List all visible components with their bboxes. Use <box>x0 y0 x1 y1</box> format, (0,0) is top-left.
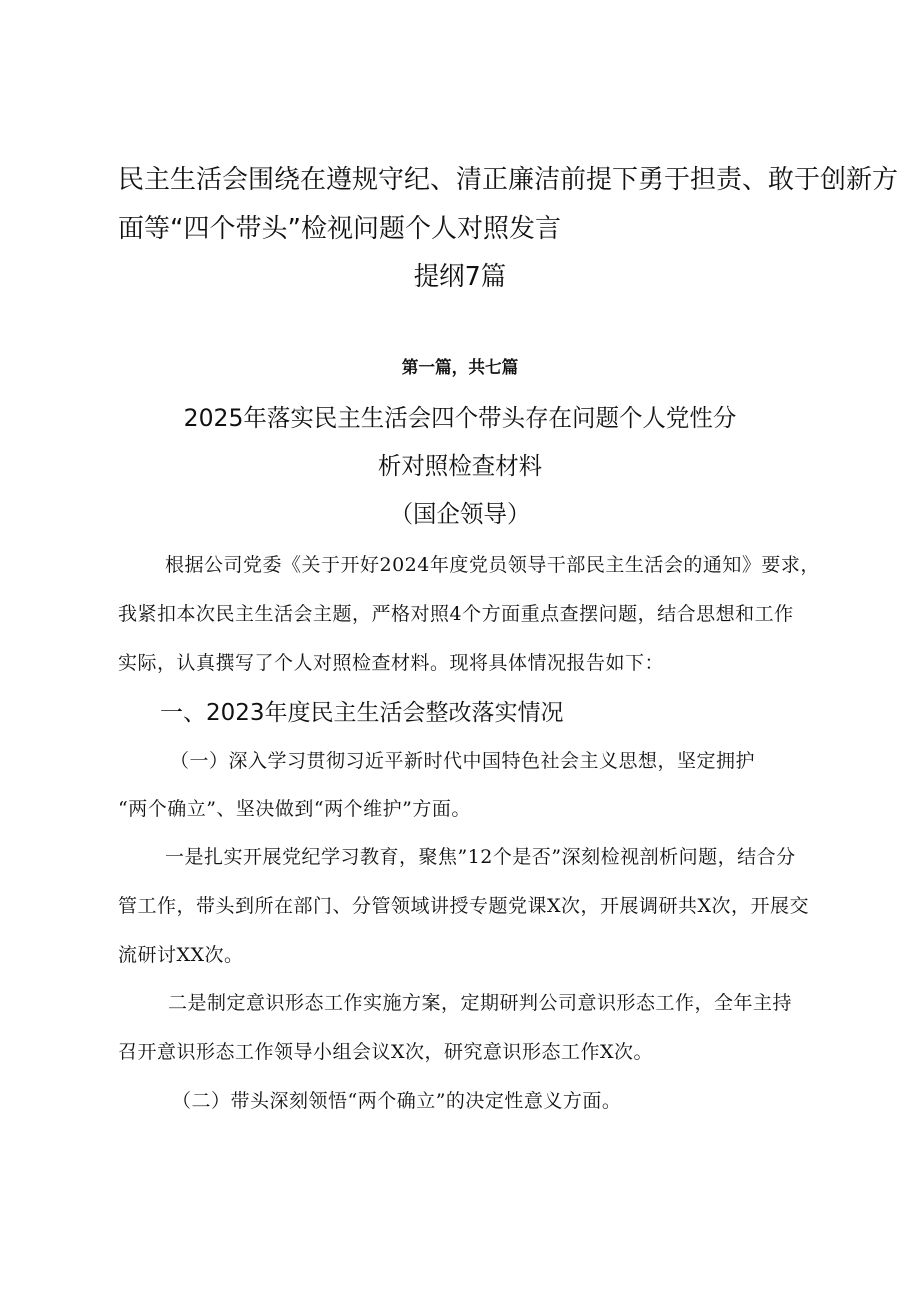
part-heading-line-2: 析对照检查材料 <box>377 452 543 480</box>
paragraph-1-line-2: 管工作，带头到所在部门、分管领域讲授专题党课X次，开展调研共X次，开展交 <box>118 895 810 917</box>
part-heading-line-3: （国企领导） <box>389 500 531 528</box>
doc-title-line-1: 民主生活会围绕在遵规守纪、清正廉洁前提下勇于担责、敢于创新方 <box>118 165 899 195</box>
intro-line-2: 我紧扣本次民主生活会主题，严格对照4个方面重点查摆问题，结合思想和工作 <box>118 603 794 625</box>
part-label: 第一篇，共七篇 <box>401 358 519 378</box>
paragraph-1-line-3: 流研讨XX次。 <box>118 944 244 966</box>
part-heading-line-1: 2025年落实民主生活会四个带头存在问题个人党性分 <box>183 404 737 432</box>
paragraph-1-line-1: 一是扎实开展党纪学习教育，聚焦”12个是否”深刻检视剖析问题，结合分 <box>165 846 796 868</box>
doc-title-line-2: 面等“四个带头”检视问题个人对照发言 <box>118 214 561 244</box>
intro-line-1: 根据公司党委《关于开好2024年度党员领导干部民主生活会的通知》要求， <box>165 554 820 576</box>
subsection-1-line-2: “两个确立”、坚决做到“两个维护”方面。 <box>118 798 471 820</box>
subsection-1-line-1: （一）深入学习贯彻习近平新时代中国特色社会主义思想，坚定拥护 <box>170 750 756 772</box>
intro-line-3: 实际，认真撰写了个人对照检查材料。现将具体情况报告如下： <box>118 652 665 674</box>
paragraph-2-line-1: 二是制定意识形态工作实施方案，定期研判公司意识形态工作，全年主持 <box>168 992 793 1014</box>
subsection-2: （二）带头深刻领悟“两个确立”的决定性意义方面。 <box>172 1090 622 1112</box>
doc-title-line-3: 提纲7篇 <box>413 262 507 292</box>
section-heading: 一、2023年度民主生活会整改落实情况 <box>160 700 564 726</box>
paragraph-2-line-2: 召开意识形态工作领导小组会议X次，研究意识形态工作X次。 <box>118 1041 654 1063</box>
